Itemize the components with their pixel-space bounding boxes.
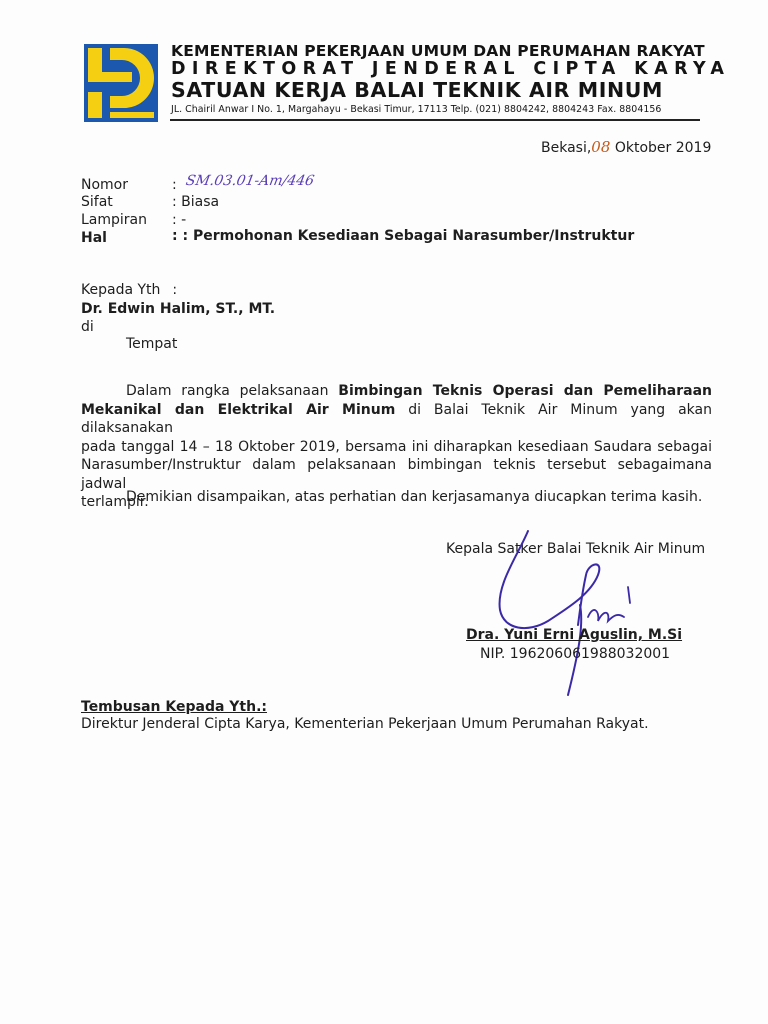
lampiran-field (172, 212, 186, 228)
sifat-value: Biasa (181, 194, 220, 210)
cc-heading: Tembusan Kepada Yth.: (81, 699, 268, 715)
ministry-logo (84, 44, 158, 122)
signatory-nip: NIP. 196206061988032001 (480, 646, 671, 662)
recipient-name: Dr. Edwin Halim, ST., MT. (81, 301, 276, 317)
letter-date (541, 138, 711, 156)
letterhead-address: JL. Chairil Anwar I No. 1, Margahayu - Bekasi Timur, 17113 Telp. (021) 8804242, 8804243 Fax. 8804156 (171, 104, 662, 115)
date-month-year-text: Oktober 2019 (614, 140, 712, 156)
sifat-field (172, 194, 219, 210)
date-day-handwritten: 08 (591, 138, 611, 156)
body-line-2 (81, 401, 712, 438)
lampiran-colon: : (172, 212, 177, 228)
sifat-label: Sifat (81, 194, 113, 210)
recipient-tempat: Tempat (126, 336, 178, 352)
date-city: Bekasi, (541, 140, 592, 156)
body-activity-title-b: Mekanikal dan Elektrikal Air Minum (81, 401, 396, 418)
letterhead-divider (170, 119, 700, 121)
letterhead-unit: SATUAN KERJA BALAI TEKNIK AIR MINUM (171, 78, 664, 102)
body-line-4: Narasumber/Instruktur dalam pelaksanaan bimbingan teknis tersebut sebagaimana jadwal (81, 457, 712, 492)
hal-colon: : (172, 228, 178, 244)
signatory-title: Kepala Satker Balai Teknik Air Minum (446, 541, 706, 557)
body-line-5: terlampir. (81, 494, 149, 510)
hal-field (172, 228, 634, 244)
recipient-colon: : (172, 282, 178, 298)
recipient-kepada (81, 282, 177, 298)
signatory-name: Dra. Yuni Erni Aguslin, M.Si (466, 627, 683, 643)
letterhead-ministry: KEMENTERIAN PEKERJAAN UMUM DAN PERUMAHAN RAKYAT (171, 42, 705, 60)
hal-value: : Permohonan Kesediaan Sebagai Narasumber/Instruktur (182, 228, 635, 244)
body-activity-title-a: Bimbingan Teknis Operasi dan Pemeliharaan (338, 383, 713, 399)
sifat-colon: : (172, 194, 177, 210)
handwritten-signature (488, 525, 638, 700)
body-location: di Balai Teknik Air Minum yang akan dilaksanakan (81, 401, 712, 436)
lampiran-label: Lampiran (81, 212, 148, 228)
body-intro: Dalam rangka pelaksanaan (126, 383, 329, 399)
lampiran-value: - (181, 212, 187, 228)
nomor-label: Nomor (81, 177, 128, 193)
recipient-kepada-text: Kepada Yth (81, 282, 161, 298)
body-paragraph-2: Demikian disampaikan, atas perhatian dan kerjasamanya diucapkan terima kasih. (126, 489, 703, 505)
nomor-colon: : (172, 177, 177, 193)
body-line-3: pada tanggal 14 – 18 Oktober 2019, bersama ini diharapkan kesediaan Saudara sebagai (81, 438, 712, 455)
letterhead-directorate: DIREKTORAT JENDERAL CIPTA KARYA (171, 59, 731, 79)
nomor-value-handwritten: SM.03.01-Am/446 (184, 173, 316, 189)
hal-label: Hal (81, 230, 107, 246)
recipient-di: di (81, 319, 94, 335)
cc-recipient: Direktur Jenderal Cipta Karya, Kementerian Pekerjaan Umum Perumahan Rakyat. (81, 716, 649, 732)
body-line-1 (81, 382, 712, 401)
date-month-year (610, 140, 711, 156)
